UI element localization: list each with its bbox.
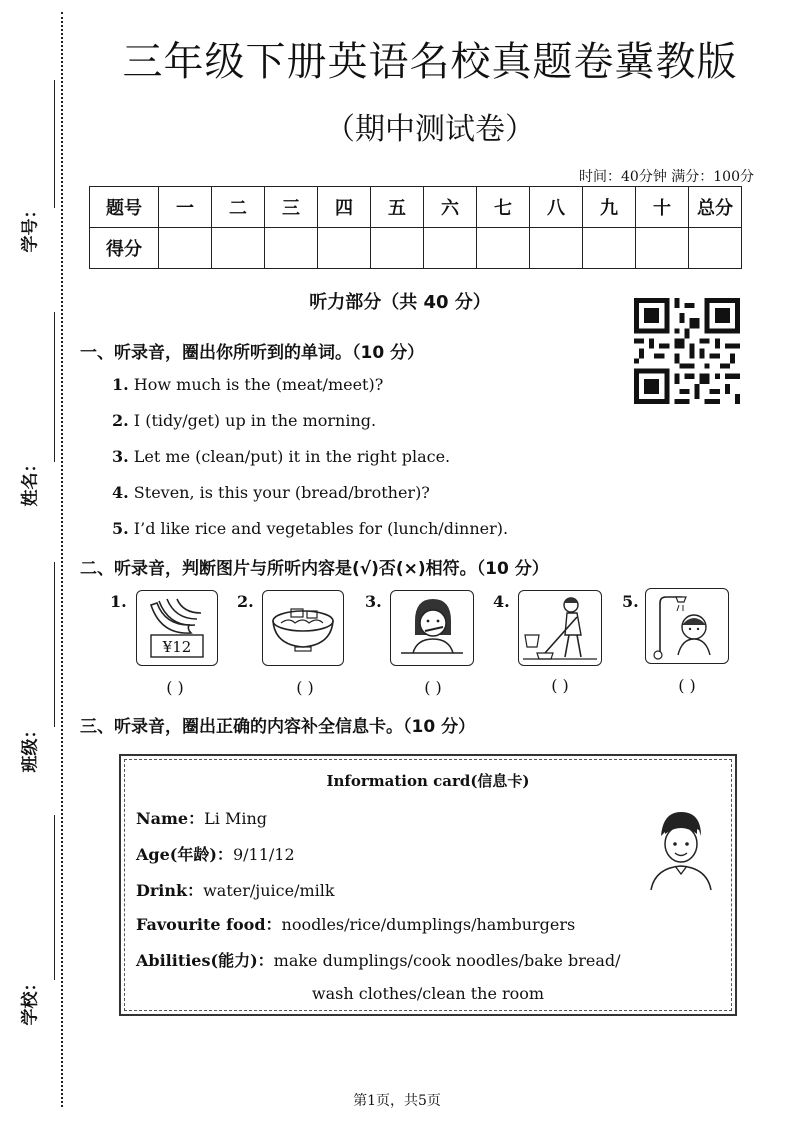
item-text: Let me (clean/put) it in the right place. <box>133 447 451 466</box>
score-table-header-row <box>90 187 742 228</box>
picture-number: 2. <box>237 592 254 611</box>
picture-number: 4. <box>493 592 510 611</box>
binding-dashed-line <box>61 12 63 1107</box>
card-line-drink <box>136 878 335 901</box>
score-entry-cell[interactable] <box>583 228 636 269</box>
score-table-cell: 二 <box>212 187 265 228</box>
score-table-cell: 五 <box>371 187 424 228</box>
score-table-score-row <box>90 228 742 269</box>
school-label: 学校： <box>20 974 41 1026</box>
section1-title: 一、听录音，圈出你所听到的单词。（10 分） <box>80 343 425 363</box>
item-text: I (tidy/get) up in the morning. <box>133 411 377 430</box>
boy-showering-icon <box>645 588 729 664</box>
score-entry-cell[interactable] <box>212 228 265 269</box>
score-table-cell: 九 <box>583 187 636 228</box>
answer-blank[interactable]: ( ) <box>424 678 442 697</box>
girl-brushing-teeth-icon <box>390 590 474 666</box>
item-number: 1. <box>112 375 129 394</box>
score-entry-cell[interactable] <box>265 228 318 269</box>
card-key: Abilities(能力)： <box>136 951 274 970</box>
score-entry-cell[interactable] <box>530 228 583 269</box>
answer-blank[interactable]: ( ) <box>678 676 696 695</box>
card-title: Information card(信息卡) <box>326 772 530 790</box>
card-value-options[interactable]: water/juice/milk <box>203 881 335 900</box>
student-id-field <box>18 80 58 270</box>
school-line <box>54 815 55 980</box>
card-value-options[interactable]: 9/11/12 <box>232 845 295 864</box>
score-table-cell: 十 <box>636 187 689 228</box>
time-score-info: 时间：40分钟 满分：100分 <box>579 169 754 185</box>
score-table <box>89 186 742 269</box>
student-name-label: 姓名： <box>20 455 41 507</box>
score-table-cell: 七 <box>477 187 530 228</box>
score-entry-cell[interactable] <box>477 228 530 269</box>
card-value-options[interactable]: make dumplings/cook noodles/bake bread/ <box>273 951 621 970</box>
qr-code-icon <box>634 298 740 404</box>
bananas-price-icon <box>136 590 218 666</box>
student-name-line <box>54 312 55 462</box>
page-subtitle: （期中测试卷） <box>325 112 535 147</box>
item-text: I’d like rice and vegetables for (lunch/dinner). <box>133 519 509 538</box>
score-entry-cell[interactable] <box>424 228 477 269</box>
list-item <box>112 483 430 502</box>
information-card <box>119 754 737 1016</box>
answer-blank[interactable]: ( ) <box>166 678 184 697</box>
card-line-age <box>136 842 295 865</box>
picture-number: 3. <box>365 592 382 611</box>
section2-title: 二、听录音，判断图片与所听内容是(√)否(×)相符。（10 分） <box>80 559 549 579</box>
score-table-cell: 一 <box>159 187 212 228</box>
list-item <box>112 411 376 430</box>
score-table-cell: 三 <box>265 187 318 228</box>
student-id-label: 学号： <box>20 201 41 253</box>
card-key: Age(年龄)： <box>136 845 233 864</box>
picture-number: 1. <box>110 592 127 611</box>
item-text: Steven, is this your (bread/brother)? <box>133 483 430 502</box>
page-number: 第1页，共5页 <box>353 1093 441 1109</box>
section3-title: 三、听录音，圈出正确的内容补全信息卡。（10 分） <box>80 717 476 737</box>
item-number: 4. <box>112 483 129 502</box>
class-line <box>54 562 55 727</box>
price-tag: ¥12 <box>162 638 192 656</box>
list-item <box>112 447 450 466</box>
score-table-cell: 四 <box>318 187 371 228</box>
item-number: 3. <box>112 447 129 466</box>
score-table-cell: 六 <box>424 187 477 228</box>
list-item <box>112 519 508 538</box>
answer-blank[interactable]: ( ) <box>551 676 569 695</box>
class-field <box>18 562 58 782</box>
score-table-cell: 八 <box>530 187 583 228</box>
answer-blank[interactable]: ( ) <box>296 678 314 697</box>
item-number: 2. <box>112 411 129 430</box>
page-title: 三年级下册英语名校真题卷冀教版 <box>122 39 738 85</box>
listening-part-title: 听力部分（共 40 分） <box>309 292 491 313</box>
picture-number: 5. <box>622 592 639 611</box>
score-entry-cell[interactable] <box>689 228 742 269</box>
card-line-abilities <box>136 948 621 971</box>
noodle-bowl-icon <box>262 590 344 666</box>
score-entry-cell[interactable] <box>371 228 424 269</box>
score-table-cell: 题号 <box>90 187 159 228</box>
score-entry-cell[interactable] <box>318 228 371 269</box>
score-entry-cell[interactable] <box>159 228 212 269</box>
card-key: Drink： <box>136 881 204 900</box>
item-number: 5. <box>112 519 129 538</box>
card-value: Li Ming <box>204 809 267 828</box>
student-id-line <box>54 80 55 208</box>
card-key: Favourite food： <box>136 915 282 934</box>
score-table-cell: 得分 <box>90 228 159 269</box>
school-field <box>18 815 58 1035</box>
score-table-cell: 总分 <box>689 187 742 228</box>
class-label: 班级： <box>20 721 41 773</box>
score-entry-cell[interactable] <box>636 228 689 269</box>
boy-mopping-icon <box>518 590 602 666</box>
card-key: Name： <box>136 809 205 828</box>
card-line-food <box>136 912 575 935</box>
boy-portrait-icon <box>639 806 721 892</box>
card-line-name <box>136 806 267 829</box>
student-name-field <box>18 312 58 522</box>
card-value-options[interactable]: noodles/rice/dumplings/hamburgers <box>281 915 576 934</box>
list-item <box>112 375 383 394</box>
card-line-continuation[interactable]: wash clothes/clean the room <box>311 984 545 1003</box>
item-text: How much is the (meat/meet)? <box>133 375 384 394</box>
